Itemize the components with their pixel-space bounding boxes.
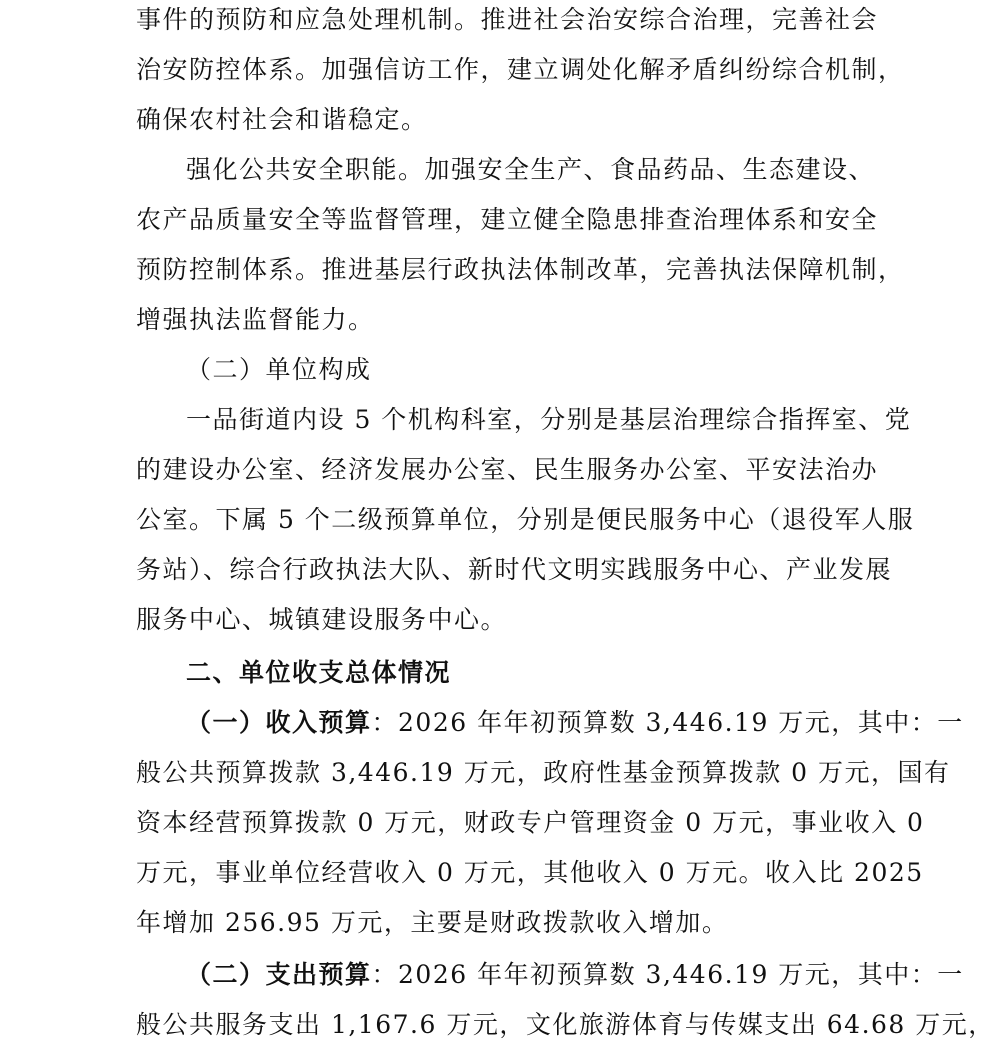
paragraph-line: 的建设办公室、经济发展办公室、民生服务办公室、平安法治办	[136, 455, 879, 484]
paragraph-line: 般公共预算拨款 3,446.19 万元，政府性基金预算拨款 0 万元，国有	[136, 758, 951, 787]
paragraph-line: 农产品质量安全等监督管理，建立健全隐患排查治理体系和安全	[136, 205, 879, 234]
paragraph-line: 确保农村社会和谐稳定。	[136, 105, 428, 134]
paragraph-line: 万元，事业单位经营收入 0 万元，其他收入 0 万元。收入比 2025	[136, 858, 924, 887]
paragraph-line: 年增加 256.95 万元，主要是财政拨款收入增加。	[136, 908, 729, 937]
paragraph-line: 强化公共安全职能。加强安全生产、食品药品、生态建设、	[186, 155, 876, 184]
paragraph-line: 预防控制体系。推进基层行政执法体制改革，完善执法保障机制，	[136, 255, 905, 284]
expense-first-line	[186, 957, 964, 993]
paragraph-line: 般公共服务支出 1,167.6 万元，文化旅游体育与传媒支出 64.68 万元，	[136, 1010, 995, 1039]
paragraph-line: 增强执法监督能力。	[136, 305, 375, 334]
paragraph-line: 资本经营预算拨款 0 万元，财政专户管理资金 0 万元，事业收入 0	[136, 808, 925, 837]
paragraph-line: 治安防控体系。加强信访工作，建立调处化解矛盾纠纷综合机制，	[136, 55, 905, 84]
paragraph-line: 公室。下属 5 个二级预算单位，分别是便民服务中心（退役军人服	[136, 505, 915, 534]
income-text: ：2026 年年初预算数 3,446.19 万元，其中：一	[371, 708, 964, 737]
subheading-units: （二）单位构成	[186, 355, 372, 384]
paragraph-line: 事件的预防和应急处理机制。推进社会治安综合治理，完善社会	[136, 5, 879, 34]
expense-text: ：2026 年年初预算数 3,446.19 万元，其中：一	[371, 960, 964, 989]
paragraph-line: 一品街道内设 5 个机构科室，分别是基层治理综合指挥室、党	[186, 405, 912, 434]
expense-label: （二）支出预算	[186, 960, 372, 989]
paragraph-line: 务站）、综合行政执法大队、新时代文明实践服务中心、产业发展	[136, 555, 893, 584]
income-first-line	[186, 705, 964, 741]
income-label: （一）收入预算	[186, 708, 372, 737]
paragraph-line: 服务中心、城镇建设服务中心。	[136, 605, 508, 634]
section-heading: 二、单位收支总体情况	[186, 658, 452, 687]
